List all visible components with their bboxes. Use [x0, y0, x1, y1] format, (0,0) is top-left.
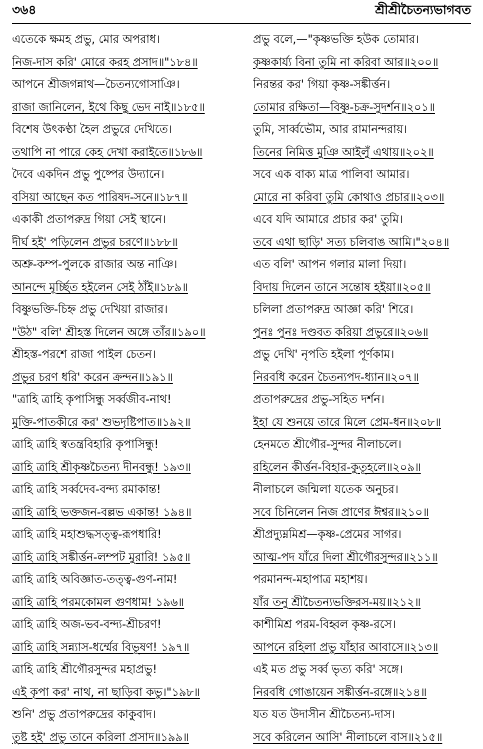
verse-line: ইহা যে শুনয়ে তারে মিলে প্রেম-ধন॥২০৮॥: [253, 412, 478, 435]
verse-line: সবে করিলেন আসি' নীলাচলে বাস॥২১৫॥: [253, 727, 478, 749]
verse-line: ত্রাহি ত্রাহি অবিজ্ঞাত-তত্ত্ব-গুণ-নাম!: [12, 569, 249, 592]
verse-line: বিষ্ণুভক্তি-চিহ্ন প্রভু দেখিয়া রাজার।: [12, 299, 249, 322]
verse-line: সবে চিনিলেন নিজ প্রাণের ঈশ্বর॥২১০॥: [253, 502, 478, 525]
verse-line: মোরে না করিবা তুমি কোথাও প্রচার॥২০৩॥: [253, 187, 478, 210]
verse-line: সবে এক বাক্য মাত্র পালিবা আমার।: [253, 164, 478, 187]
verse-line: ত্রাহি ত্রাহি মহাশুদ্ধসত্ত্ব-রূপধারি!: [12, 524, 249, 547]
verse-line: প্রভু বলে,—"কৃষ্ণভক্তি হউক তোমার।: [253, 29, 478, 52]
verse-line: তুষ্ট হই' প্রভু তানে করিলা প্রসাদ॥১৯৯॥: [12, 727, 249, 749]
right-verse-column: [253, 29, 478, 749]
verse-line: বিদায় দিলেন তানে সন্তোষ হইয়া॥২০৫॥: [253, 277, 478, 300]
verse-line: তথাপি না পারে কেহ দেখা করাইতে॥১৮৬॥: [12, 142, 249, 165]
header-rule: [12, 23, 471, 24]
verse-line: ত্রাহি ত্রাহি ভক্তজন-বল্লভ একান্ত! ১৯৪॥: [12, 502, 249, 525]
verse-line: এত বলি' আপন গলার মালা দিয়া।: [253, 254, 478, 277]
verse-line: আপনে শ্রীজগন্নাথ—চৈতন্যগোসাঞি।: [12, 74, 249, 97]
verse-line: নীলাচলে জন্মিলা যতেক অনুচর।: [253, 479, 478, 502]
verse-line: এই মত প্রভু সর্ব্ব ভৃত্য করি' সঙ্গে।: [253, 659, 478, 682]
verse-line: নিরন্তর কর' গিয়া কৃষ্ণ-সঙ্কীর্ত্তন।: [253, 74, 478, 97]
verse-line: এতেকে ক্ষমহ প্রভু, মোর অপরাধ।: [12, 29, 249, 52]
verse-line: তোমার রক্ষিতা—বিষ্ণু-চক্র-সুদর্শন॥২০১॥: [253, 97, 478, 120]
verse-line: শুনি' প্রভু প্রতাপরুদ্রের কাকুবাদ।: [12, 704, 249, 727]
verse-line: যাঁর তনু শ্রীচৈতন্যভক্তিরস-ময়॥২১২॥: [253, 592, 478, 615]
verse-line: পুনঃ পুনঃ দণ্ডবত করিয়া প্রভুরে॥২০৬॥: [253, 322, 478, 345]
verse-line: অশ্রু-কম্প-পুলকে রাজার অন্ত নাঞি।: [12, 254, 249, 277]
left-verse-column: [12, 29, 249, 749]
verse-line: আনন্দে মূর্চ্ছিত হইলেন সেই ঠাঁই॥১৮৯॥: [12, 277, 249, 300]
verse-line: বসিয়া আছেন কত পারিষদ-সনে॥১৮৭॥: [12, 187, 249, 210]
verse-line: ত্রাহি ত্রাহি স্বতন্ত্রবিহারি কৃপাসিন্ধু!: [12, 434, 249, 457]
verse-line: ত্রাহি ত্রাহি শ্রীগৌরসুন্দর মহাপ্রভু!: [12, 659, 249, 682]
verse-line: হেনমতে শ্রীগৌর-সুন্দর নীলাচলে।: [253, 434, 478, 457]
verse-line: আপনে রহিলা প্রভু যাঁহার আবাসে॥২১৩॥: [253, 637, 478, 660]
verse-line: ত্রাহি ত্রাহি শ্রীকৃষ্ণচৈতন্য দীনবন্ধু! ১৯৩॥: [12, 457, 249, 480]
verse-line: তুমি, সার্ব্বভৌম, আর রামানন্দরায়।: [253, 119, 478, 142]
verse-line: শ্রীপ্রদ্যুম্নমিশ্র—কৃষ্ণ-প্রেমের সাগর।: [253, 524, 478, 547]
page-number: ৩৬৪: [12, 2, 36, 22]
verse-line: তবে এথা ছাড়ি' সত্য চলিবাঙ আমি।"২০৪॥: [253, 232, 478, 255]
verse-line: দীর্ঘ হই' পড়িলেন প্রভুর চরণে॥১৮৮॥: [12, 232, 249, 255]
verse-line: নিরবধি করেন চৈতন্যপদ-ধ্যান॥২০৭॥: [253, 367, 478, 390]
verse-line: ত্রাহি ত্রাহি সন্ন্যাস-ধর্ম্মের বিভূষণ! ১৯৭॥: [12, 637, 249, 660]
verse-line: "ত্রাহি ত্রাহি কৃপাসিন্ধু সর্ব্বজীব-নাথ!: [12, 389, 249, 412]
verse-line: প্রতাপরুদ্রের প্রভু-সহিত দর্শন।: [253, 389, 478, 412]
verse-line: চলিলা প্রতাপরুদ্র আজ্ঞা করি' শিরে।: [253, 299, 478, 322]
page-header: [12, 3, 471, 21]
verse-line: কৃষ্ণকার্য্য বিনা তুমি না করিবা আর॥২০০॥: [253, 52, 478, 75]
verse-line: পরমানন্দ-মহাপাত্র মহাশয়।: [253, 569, 478, 592]
verse-line: তিনের নিমিত্ত মুঞি আইলুঁ এথায়॥২০২॥: [253, 142, 478, 165]
running-title: শ্রীশ্রীচৈতন্যভাগবত: [375, 2, 471, 22]
verse-line: রহিলেন কীর্ত্তন-বিহার-কুতূহলে॥২০৯॥: [253, 457, 478, 480]
verse-line: একাকী প্রতাপরুদ্র গিয়া সেই স্থানে।: [12, 209, 249, 232]
verse-line: নিজ-দাস করি' মোরে করহ প্রসাদ॥"১৮৪॥: [12, 52, 249, 75]
verse-line: প্রভু দেখি' নৃপতি হইলা পূর্ণকাম।: [253, 344, 478, 367]
verse-line: ত্রাহি ত্রাহি অজ-ভব-বন্দ্য-শ্রীচরণ!: [12, 614, 249, 637]
verse-line: আত্ম-পদ যাঁরে দিলা শ্রীগৌরসুন্দর॥২১১॥: [253, 547, 478, 570]
verse-line: ত্রাহি ত্রাহি সঙ্কীর্ত্তন-লম্পট মুরারি! ১৯৫॥: [12, 547, 249, 570]
verse-line: রাজা জানিলেন, ইথে কিছু ভেদ নাই॥১৮৫॥: [12, 97, 249, 120]
verse-line: শ্রীহস্ত-পরশে রাজা পাইল চেতন।: [12, 344, 249, 367]
verse-line: এই কৃপা কর' নাথ, না ছাড়িবা কভু।"১৯৮॥: [12, 682, 249, 705]
verse-line: "উঠ" বলি' শ্রীহস্ত দিলেন অঙ্গে তাঁর॥১৯০॥: [12, 322, 249, 345]
verse-line: কাশীমিশ্র পরম-বিহ্বল কৃষ্ণ-রসে।: [253, 614, 478, 637]
verse-line: দৈবে একদিন প্রভু পুষ্পের উদ্যানে।: [12, 164, 249, 187]
verse-line: যত যত উদাসীন শ্রীচৈতন্য-দাস।: [253, 704, 478, 727]
verse-line: ত্রাহি ত্রাহি পরমকোমল গুণধাম! ১৯৬॥: [12, 592, 249, 615]
verse-line: এবে যদি আমারে প্রচার কর' তুমি।: [253, 209, 478, 232]
verse-line: বিশেষ উৎকণ্ঠা হৈল প্রভুরে দেখিতে।: [12, 119, 249, 142]
verse-line: নিরবধি গোঙায়েন সঙ্কীর্ত্তন-রঙ্গে॥২১৪॥: [253, 682, 478, 705]
verse-line: ত্রাহি ত্রাহি সর্ব্বদেব-বন্দ্য রমাকান্ত!: [12, 479, 249, 502]
verse-line: মুক্তি-পাতকীরে কর' শুভদৃষ্টিপাত॥১৯২॥: [12, 412, 249, 435]
verse-line: প্রভুর চরণ ধরি' করেন ক্রন্দন॥১৯১॥: [12, 367, 249, 390]
